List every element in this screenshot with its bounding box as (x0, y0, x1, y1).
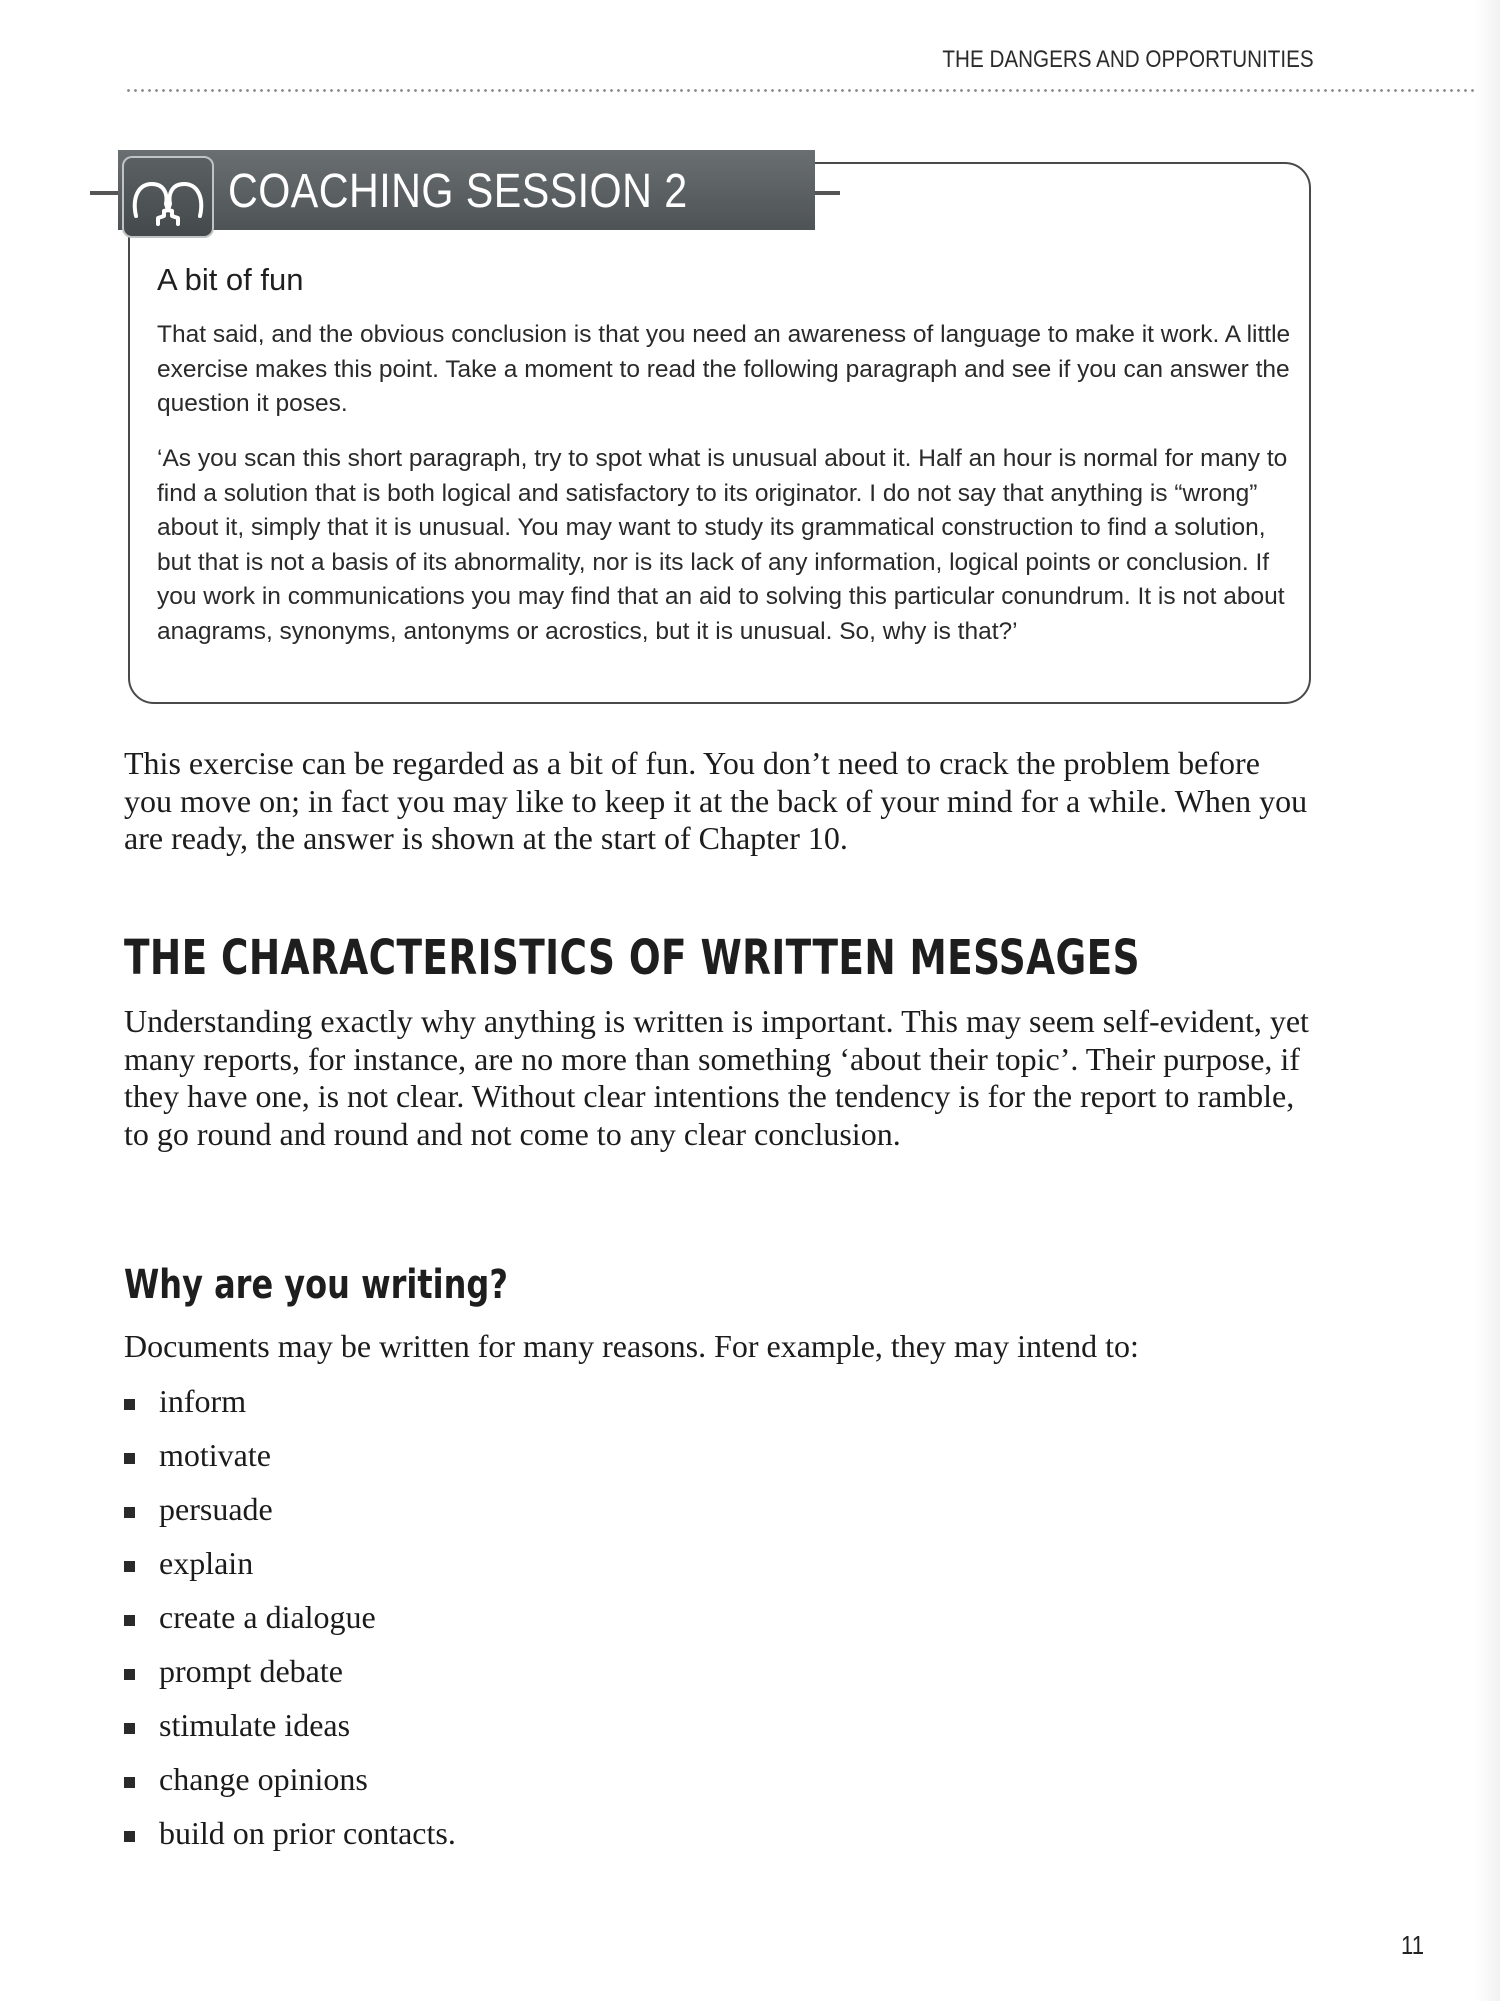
list-item: motivate (124, 1428, 456, 1482)
bullet-square-icon (124, 1615, 135, 1626)
page-edge-shadow (1474, 0, 1500, 2001)
list-item: change opinions (124, 1752, 456, 1806)
list-item: prompt debate (124, 1644, 456, 1698)
list-item: stimulate ideas (124, 1698, 456, 1752)
bullet-square-icon (124, 1831, 135, 1842)
list-item: build on prior contacts. (124, 1806, 456, 1860)
coaching-title: COACHING SESSION 2 (228, 165, 688, 218)
body-paragraph-exercise: This exercise can be regarded as a bit of fun. You don’t need to crack the problem before you move on; in fact you may like to keep it at the back of your mind for a while. When you are ready, the answer is shown at the start of Chapter 10. (124, 745, 1308, 856)
bullet-square-icon (124, 1561, 135, 1572)
purpose-list (124, 1374, 456, 1860)
list-item: explain (124, 1536, 456, 1590)
list-item: create a dialogue (124, 1590, 456, 1644)
coaching-header (118, 150, 815, 230)
bullet-square-icon (124, 1507, 135, 1518)
dotted-rule (125, 89, 1500, 92)
bullet-square-icon (124, 1777, 135, 1788)
bullet-square-icon (124, 1669, 135, 1680)
subsection-intro: Documents may be written for many reasons. For example, they may intend to: (124, 1328, 1139, 1364)
list-item: inform (124, 1374, 456, 1428)
list-item: persuade (124, 1482, 456, 1536)
coaching-paragraph-2: ‘As you scan this short paragraph, try to spot what is unusual about it. Half an hour is normal for many to find a solution that is both logical and satisfactory to its originator. I do not say that anything is “wrong” about it, simply that it is unusual. You may want to study its grammatical construction to find a solution, but that is not a basis of its abnormality, nor is its lack of any information, logical points or conclusion. If you work in communications you may find that an aid to solving this particular conundrum. It is not about anagrams, synonyms, antonyms or acrostics, but it is unusual. So, why is that?’ (157, 445, 1288, 645)
bullet-square-icon (124, 1453, 135, 1464)
section-paragraph: Understanding exactly why anything is written is important. This may seem self-evident, yet many reports, for instance, are no more than something ‘about their topic’. Their purpose, if they have one, is not clear. Without clear intentions the tendency is for the report to ramble, to go round and round and not come to any clear conclusion. (124, 1003, 1309, 1152)
page-number: 11 (1401, 1930, 1424, 1960)
bullet-square-icon (124, 1723, 135, 1734)
two-heads-icon (122, 156, 214, 238)
subsection-heading: Why are you writing? (124, 1262, 508, 1308)
coaching-paragraph-1: That said, and the obvious conclusion is that you need an awareness of language to make it work. A little exercise makes this point. Take a moment to read the following paragraph and see if you can answer the question it poses. (157, 321, 1291, 417)
coaching-subtitle: A bit of fun (157, 262, 304, 297)
section-heading: THE CHARACTERISTICS OF WRITTEN MESSAGES (124, 930, 1140, 986)
bullet-square-icon (124, 1399, 135, 1410)
running-head: THE DANGERS AND OPPORTUNITIES (942, 46, 1314, 73)
